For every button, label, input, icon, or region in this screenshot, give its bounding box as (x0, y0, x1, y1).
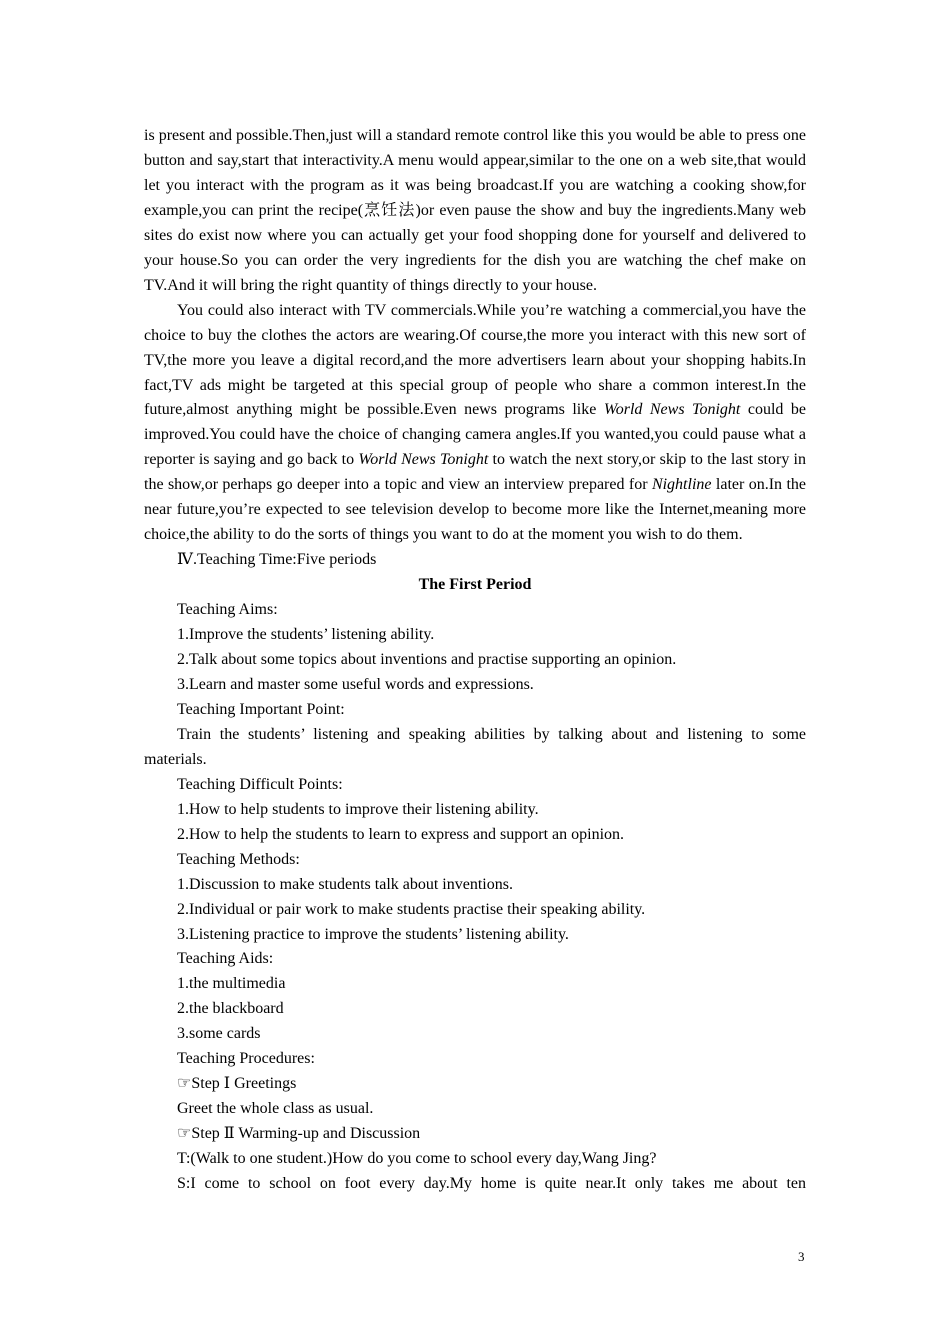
step-2-heading: ☞Step Ⅱ Warming-up and Discussion (177, 1125, 421, 1143)
paragraph-2 (144, 299, 806, 549)
program-title-nightline: Nightline (651, 476, 712, 494)
aim-item: 1.Improve the students’ listening ability. (177, 626, 435, 644)
aid-item: 1.the multimedia (177, 975, 286, 993)
aims-heading: Teaching Aims: (177, 601, 278, 619)
method-item: 2.Individual or pair work to make students practise their speaking ability. (177, 900, 646, 918)
important-text: Train the students’ listening and speaking abilities by talking about and listening to some materials. (144, 725, 806, 768)
paragraph-1: is present and possible.Then,just will a standard remote control like this you would be able to press one button and say,start that interactivity.A menu would appear,similar to the one on a web site,that would let you interact with the program as it was being broadcast.If you are watching a cooking show,for example,you can print the recipe(烹饪法)or even pause the show and buy the ingredients.Many web sites do exist now where you can actually get your food shopping done for yourself and delivered to your house.So you can order the very ingredients for the dish you are watching the chef make on TV.And it will bring the right quantity of things directly to your house. (144, 127, 806, 294)
paragraph-2-text-1: You could also interact with TV commercials.While you’re watching a commercial,you have the choice to buy the clothes the actors are wearing.Of course,the more you interact with this new sort of TV,the more you leave a digital record,and the more advertisers learn about your shopping habits.In fact,TV ads might be targeted at this special group of people who share a common interest.In the future,almost anything might be possible.Even news programs like (144, 301, 806, 419)
method-item: 1.Discussion to make students talk about inventions. (177, 875, 513, 893)
difficult-item: 1.How to help students to improve their listening ability. (177, 800, 539, 818)
aim-item: 2.Talk about some topics about inventions and practise supporting an opinion. (177, 651, 677, 669)
dialogue-student: S:I come to school on foot every day.My home is quite near.It only takes me about ten (177, 1175, 806, 1193)
dialogue-teacher: T:(Walk to one student.)How do you come to school every day,Wang Jing? (177, 1150, 657, 1168)
important-heading: Teaching Important Point: (177, 700, 345, 718)
program-title-world-news-tonight-2: World News Tonight (358, 451, 489, 469)
paragraph-2-text-4: later on.In the near future,you’re expected to see television develop to become more like the Internet,meaning more choice,the ability to do the sorts of things you want to do at the moment you wish to do them. (144, 476, 806, 544)
methods-heading: Teaching Methods: (177, 850, 300, 868)
method-item: 3.Listening practice to improve the students’ listening ability. (177, 925, 569, 943)
page-number: 3 (798, 1249, 805, 1264)
procedures-heading: Teaching Procedures: (177, 1050, 315, 1068)
aim-item: 3.Learn and master some useful words and expressions. (177, 675, 534, 693)
page-body (144, 124, 806, 1197)
difficult-heading: Teaching Difficult Points: (177, 775, 343, 793)
paragraph-2-text-3: to watch the next story,or skip to the last story in the show,or perhaps go deeper into a topic and view an interview prepared for (144, 451, 806, 494)
section-title: The First Period (418, 576, 532, 594)
aids-heading: Teaching Aids: (177, 950, 274, 968)
step-1-heading: ☞Step Ⅰ Greetings (177, 1075, 297, 1093)
difficult-item: 2.How to help the students to learn to express and support an opinion. (177, 825, 625, 843)
aid-item: 2.the blackboard (177, 1000, 284, 1018)
teaching-time: Ⅳ.Teaching Time:Five periods (177, 551, 377, 569)
paragraph-2-text-2: could be improved.You could have the choice of changing camera angles.If you wanted,you could pause what a reporter is saying and go back to (144, 401, 807, 469)
program-title-world-news-tonight: World News Tonight (603, 401, 741, 419)
aid-item: 3.some cards (177, 1025, 261, 1043)
step-1-text: Greet the whole class as usual. (177, 1100, 374, 1118)
